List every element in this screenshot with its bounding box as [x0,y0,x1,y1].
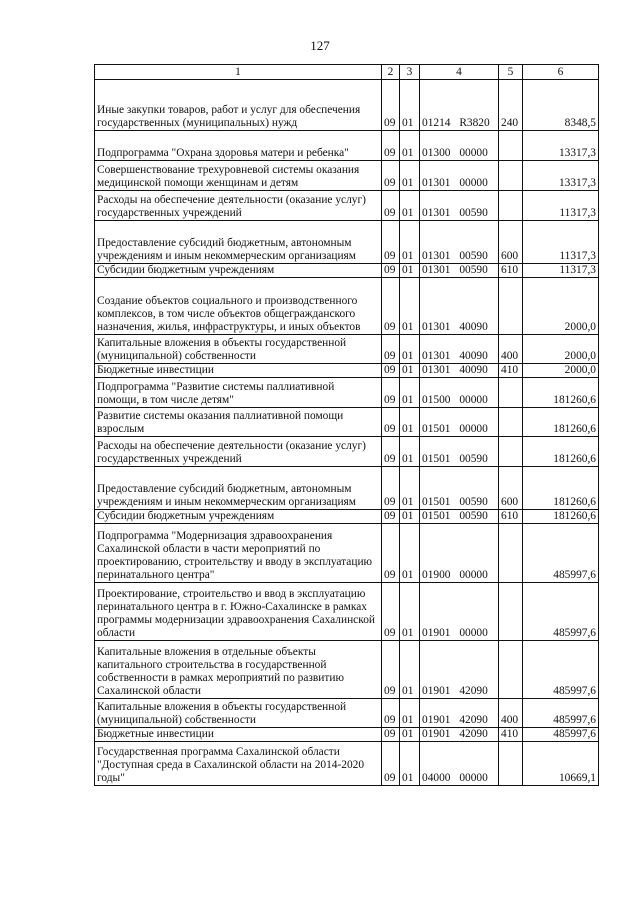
row-subsection-cell: 01 [400,467,420,510]
header-cell-target: 4 [420,65,499,80]
row-type-cell [499,583,523,641]
row-section-cell: 09 [382,264,400,278]
row-name-cell: Проектирование, строительство и ввод в эксплуатацию перинатального центра в г. Южно-Сахалинске в рамках программы модернизации здравоохранения Сахалинской области [95,583,382,641]
row-subsection-cell: 01 [400,80,420,131]
row-name-cell: Государственная программа Сахалинской области "Доступная среда в Сахалинской области на 2014-2020 годы" [95,742,382,786]
row-name-cell: Субсидии бюджетным учреждениям [95,264,382,278]
row-name-cell: Развитие системы оказания паллиативной помощи взрослым [95,408,382,437]
row-target-cell: 01301 00590 [420,221,499,264]
table-row [95,378,599,408]
row-subsection-cell: 01 [400,161,420,191]
row-subsection-cell: 01 [400,437,420,467]
row-type-cell [499,278,523,335]
row-section-cell: 09 [382,161,400,191]
row-sum-cell: 8348,5 [523,80,599,131]
row-sum-cell: 181260,6 [523,510,599,524]
row-subsection-cell: 01 [400,131,420,161]
row-subsection-cell: 01 [400,264,420,278]
row-sum-cell: 2000,0 [523,364,599,378]
row-target-cell: 01901 42090 [420,641,499,699]
row-target-cell: 01901 00000 [420,583,499,641]
row-section-cell: 09 [382,80,400,131]
row-name-cell: Подпрограмма "Охрана здоровья матери и ребенка" [95,131,382,161]
row-type-cell: 600 [499,467,523,510]
row-subsection-cell: 01 [400,742,420,786]
row-subsection-cell: 01 [400,510,420,524]
row-name-cell: Предоставление субсидий бюджетным, автономным учреждениям и иным некоммерческим организациям [95,221,382,264]
header-cell-subsection: 3 [400,65,420,80]
row-subsection-cell: 01 [400,583,420,641]
table-row [95,278,599,335]
header-cell-type: 5 [499,65,523,80]
row-subsection-cell: 01 [400,378,420,408]
row-name-cell: Предоставление субсидий бюджетным, автономным учреждениям и иным некоммерческим организациям [95,467,382,510]
table-row [95,221,599,264]
row-sum-cell: 485997,6 [523,728,599,742]
row-section-cell: 09 [382,378,400,408]
row-section-cell: 09 [382,510,400,524]
row-subsection-cell: 01 [400,364,420,378]
row-section-cell: 09 [382,524,400,583]
row-section-cell: 09 [382,131,400,161]
row-target-cell: 01301 40090 [420,364,499,378]
table-row [95,131,599,161]
row-type-cell [499,524,523,583]
row-subsection-cell: 01 [400,728,420,742]
row-target-cell: 01500 00000 [420,378,499,408]
table-row [95,161,599,191]
row-section-cell: 09 [382,335,400,364]
row-target-cell: 01501 00590 [420,467,499,510]
row-subsection-cell: 01 [400,641,420,699]
row-target-cell: 01301 40090 [420,335,499,364]
row-section-cell: 09 [382,278,400,335]
row-sum-cell: 485997,6 [523,699,599,728]
row-target-cell: 01501 00590 [420,510,499,524]
row-target-cell: 01901 42090 [420,728,499,742]
row-section-cell: 09 [382,728,400,742]
row-section-cell: 09 [382,742,400,786]
table-row [95,364,599,378]
row-section-cell: 09 [382,364,400,378]
row-name-cell: Совершенствование трехуровневой системы оказания медицинской помощи женщинам и детям [95,161,382,191]
header-cell-name: 1 [95,65,382,80]
row-type-cell [499,437,523,467]
row-target-cell: 01300 00000 [420,131,499,161]
row-section-cell: 09 [382,641,400,699]
row-type-cell: 400 [499,699,523,728]
table-row [95,437,599,467]
row-name-cell: Капитальные вложения в объекты государственной (муниципальной) собственности [95,335,382,364]
row-name-cell: Капитальные вложения в отдельные объекты капитального строительства в государственной собственности в рамках мероприятий по развитию Сахалинской области [95,641,382,699]
row-target-cell: 01301 00590 [420,264,499,278]
row-target-cell: 01301 00590 [420,191,499,221]
row-type-cell: 600 [499,221,523,264]
table-row [95,191,599,221]
header-row [95,65,599,80]
table-row [95,641,599,699]
row-type-cell: 240 [499,80,523,131]
page-number: 127 [310,38,330,53]
row-name-cell: Расходы на обеспечение деятельности (оказание услуг) государственных учреждений [95,191,382,221]
header-cell-section: 2 [382,65,400,80]
row-type-cell: 410 [499,728,523,742]
row-target-cell: 01214 R3820 [420,80,499,131]
row-sum-cell: 485997,6 [523,524,599,583]
row-type-cell [499,378,523,408]
row-sum-cell: 2000,0 [523,335,599,364]
row-target-cell: 01301 00000 [420,161,499,191]
budget-table [94,64,599,786]
row-name-cell: Подпрограмма "Развитие системы паллиативной помощи, в том числе детям" [95,378,382,408]
row-sum-cell: 13317,3 [523,131,599,161]
table-row [95,742,599,786]
row-sum-cell: 11317,3 [523,264,599,278]
row-sum-cell: 2000,0 [523,278,599,335]
row-sum-cell: 181260,6 [523,437,599,467]
table-row [95,408,599,437]
table-row [95,524,599,583]
row-subsection-cell: 01 [400,699,420,728]
table-row [95,583,599,641]
row-name-cell: Иные закупки товаров, работ и услуг для обеспечения государственных (муниципальных) нужд [95,80,382,131]
row-type-cell: 410 [499,364,523,378]
row-subsection-cell: 01 [400,221,420,264]
row-section-cell: 09 [382,221,400,264]
row-type-cell: 610 [499,264,523,278]
row-name-cell: Бюджетные инвестиции [95,364,382,378]
row-type-cell [499,742,523,786]
table-row [95,699,599,728]
row-subsection-cell: 01 [400,278,420,335]
row-section-cell: 09 [382,467,400,510]
row-target-cell: 01900 00000 [420,524,499,583]
row-name-cell: Бюджетные инвестиции [95,728,382,742]
row-sum-cell: 485997,6 [523,641,599,699]
row-sum-cell: 181260,6 [523,408,599,437]
row-sum-cell: 181260,6 [523,378,599,408]
row-type-cell [499,641,523,699]
row-section-cell: 09 [382,699,400,728]
row-sum-cell: 10669,1 [523,742,599,786]
table-row [95,80,599,131]
table-row [95,335,599,364]
row-section-cell: 09 [382,583,400,641]
row-section-cell: 09 [382,191,400,221]
row-sum-cell: 485997,6 [523,583,599,641]
row-type-cell [499,161,523,191]
row-sum-cell: 181260,6 [523,467,599,510]
table-body [95,80,599,786]
row-section-cell: 09 [382,437,400,467]
row-sum-cell: 11317,3 [523,221,599,264]
header-cell-sum: 6 [523,65,599,80]
row-name-cell: Капитальные вложения в объекты государственной (муниципальной) собственности [95,699,382,728]
row-type-cell [499,131,523,161]
row-type-cell [499,408,523,437]
row-target-cell: 04000 00000 [420,742,499,786]
row-name-cell: Субсидии бюджетным учреждениям [95,510,382,524]
row-subsection-cell: 01 [400,191,420,221]
table-row [95,467,599,510]
row-section-cell: 09 [382,408,400,437]
row-target-cell: 01301 40090 [420,278,499,335]
row-subsection-cell: 01 [400,524,420,583]
row-type-cell: 610 [499,510,523,524]
table-row [95,728,599,742]
row-type-cell [499,191,523,221]
row-type-cell: 400 [499,335,523,364]
row-target-cell: 01901 42090 [420,699,499,728]
table-row [95,264,599,278]
row-target-cell: 01501 00000 [420,408,499,437]
row-name-cell: Создание объектов социального и производственного комплексов, в том числе объектов общегражданского назначения, жилья, инфраструктуры, и иных объектов [95,278,382,335]
row-sum-cell: 11317,3 [523,191,599,221]
row-subsection-cell: 01 [400,335,420,364]
row-name-cell: Подпрограмма "Модернизация здравоохранения Сахалинской области в части мероприятий по проектированию, строительству и вводу в эксплуатацию перинатального центра" [95,524,382,583]
row-target-cell: 01501 00590 [420,437,499,467]
row-subsection-cell: 01 [400,408,420,437]
table-row [95,510,599,524]
row-sum-cell: 13317,3 [523,161,599,191]
row-name-cell: Расходы на обеспечение деятельности (оказание услуг) государственных учреждений [95,437,382,467]
